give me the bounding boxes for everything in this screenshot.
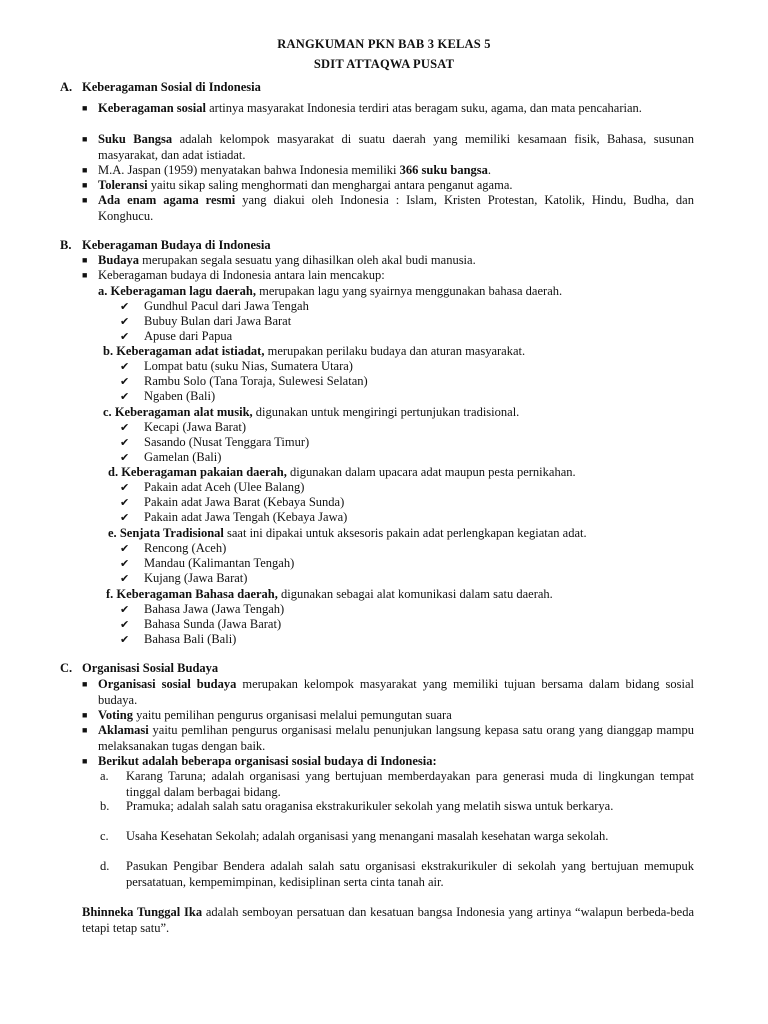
list-item: ■ Aklamasi yaitu pemlihan pengurus organisasi melalu penunjukan langsung kepasa satu orang yang dianggap mampu melaksanakan tugas dengan baik. <box>82 723 694 753</box>
section-letter: A. <box>60 80 73 94</box>
section-b-heading <box>60 238 271 253</box>
document-subtitle: SDIT ATTAQWA PUSAT <box>313 57 455 71</box>
checkmark-icon: ✔ <box>120 452 130 464</box>
list-item: ■ Toleransi yaitu sikap saling menghormati dan menghargai antara penganut agama. <box>82 178 513 192</box>
check-item: ✔ Gamelan (Bali) <box>120 450 221 467</box>
square-bullet-icon: ■ <box>82 756 88 766</box>
check-item: ✔ Rambu Solo (Tana Toraja, Sulewesi Selatan) <box>120 374 368 391</box>
check-item: ✔ Apuse dari Papua <box>120 329 232 346</box>
checkmark-icon: ✔ <box>120 376 130 388</box>
sub-heading-lagu-daerah: a. Keberagaman lagu daerah, merupakan lagu yang syairnya menggunakan bahasa daerah. <box>98 284 563 298</box>
check-item: ✔ Lompat batu (suku Nias, Sumatera Utara) <box>120 359 353 376</box>
check-item: ✔ Bahasa Bali (Bali) <box>120 632 236 649</box>
list-item: ■ Suku Bangsa adalah kelompok masyarakat di suatu daerah yang memiliki kesamaan fisik, Bahasa, susunan masyarakat, dan adat istiadat. <box>82 132 694 162</box>
square-bullet-icon: ■ <box>82 270 88 280</box>
checkmark-icon: ✔ <box>120 512 130 524</box>
list-item: ■ Keberagaman sosial artinya masyarakat Indonesia terdiri atas beragam suku, agama, dan mata pencaharian. <box>82 101 642 115</box>
check-item: ✔ Kecapi (Jawa Barat) <box>120 420 246 437</box>
list-item: ■ Budaya merupakan segala sesuatu yang dihasilkan oleh akal budi manusia. <box>82 253 476 267</box>
square-bullet-icon: ■ <box>82 195 88 205</box>
square-bullet-icon: ■ <box>82 134 88 144</box>
checkmark-icon: ✔ <box>120 361 130 373</box>
square-bullet-icon: ■ <box>82 165 88 175</box>
square-bullet-icon: ■ <box>82 710 88 720</box>
square-bullet-icon: ■ <box>82 725 88 735</box>
checkmark-icon: ✔ <box>120 331 130 343</box>
checkmark-icon: ✔ <box>120 391 130 403</box>
check-item: ✔ Pakain adat Jawa Tengah (Kebaya Jawa) <box>120 510 347 527</box>
check-item: ✔ Kujang (Jawa Barat) <box>120 571 247 588</box>
checkmark-icon: ✔ <box>120 558 130 570</box>
checkmark-icon: ✔ <box>120 422 130 434</box>
square-bullet-icon: ■ <box>82 255 88 265</box>
sub-heading-adat-istiadat: b. Keberagaman adat istiadat, merupakan perilaku budaya dan aturan masyarakat. <box>103 344 526 358</box>
org-item: b. Pramuka; adalah salah satu oraganisa ekstrakurikuler sekolah yang melatih siswa untuk berkarya. <box>100 799 614 813</box>
checkmark-icon: ✔ <box>120 543 130 555</box>
square-bullet-icon: ■ <box>82 103 88 113</box>
check-item: ✔ Gundhul Pacul dari Jawa Tengah <box>120 299 309 316</box>
section-a-heading <box>60 80 261 95</box>
section-c-heading <box>60 661 218 676</box>
check-item: ✔ Pakain adat Jawa Barat (Kebaya Sunda) <box>120 495 344 512</box>
check-item: ✔ Bahasa Sunda (Jawa Barat) <box>120 617 281 634</box>
closing-paragraph: Bhinneka Tunggal Ika adalah semboyan persatuan dan kesatuan bangsa Indonesia yang artinya “walapun berbeda-beda tetapi tetap satu”. <box>82 905 694 935</box>
list-item: ■ Voting yaitu pemilihan pengurus organisasi melalui pemungutan suara <box>82 708 452 722</box>
list-item: ■ Organisasi sosial budaya merupakan kelompok masyarakat yang memiliki tujuan bersama dalam bidang sosial budaya. <box>82 677 694 707</box>
sub-heading-alat-musik: c. Keberagaman alat musik, digunakan untuk mengiringi pertunjukan tradisional. <box>103 405 520 419</box>
check-item: ✔ Bahasa Jawa (Jawa Tengah) <box>120 602 284 619</box>
section-title: Organisasi Sosial Budaya <box>82 661 219 675</box>
checkmark-icon: ✔ <box>120 437 130 449</box>
checkmark-icon: ✔ <box>120 573 130 585</box>
checkmark-icon: ✔ <box>120 316 130 328</box>
sub-heading-senjata-tradisional: e. Senjata Tradisional saat ini dipakai untuk aksesoris pakain adat perlengkapan kegiatan adat. <box>108 526 587 540</box>
square-bullet-icon: ■ <box>82 679 88 689</box>
section-letter: C. <box>60 661 73 675</box>
check-item: ✔ Rencong (Aceh) <box>120 541 226 558</box>
list-item: ■ Berikut adalah beberapa organisasi sosial budaya di Indonesia: <box>82 754 437 768</box>
org-item: d. Pasukan Pengibar Bendera adalah salah satu organisasi ekstrakurikuler di sekolah yang bertujuan memupuk persatatuan, kempemimpinan, kedisiplinan serta cinta tanah air. <box>100 859 694 889</box>
checkmark-icon: ✔ <box>120 301 130 313</box>
org-item: a. Karang Taruna; adalah organisasi yang bertujuan memberdayakan para generasi muda di lingkungan tempat tinggal dalam berbagai bidang. <box>100 769 694 799</box>
list-item: ■ Keberagaman budaya di Indonesia antara lain mencakup: <box>82 268 385 282</box>
list-item: ■ M.A. Jaspan (1959) menyatakan bahwa Indonesia memiliki 366 suku bangsa. <box>82 163 492 177</box>
check-item: ✔ Sasando (Nusat Tenggara Timur) <box>120 435 309 452</box>
org-item: c. Usaha Kesehatan Sekolah; adalah organisasi yang menangani masalah kesehatan warga sekolah. <box>100 829 609 843</box>
sub-heading-pakaian-daerah: d. Keberagaman pakaian daerah, digunakan dalam upacara adat maupun pesta pernikahan. <box>108 465 576 479</box>
document-title: RANGKUMAN PKN BAB 3 KELAS 5 <box>277 37 491 51</box>
sub-heading-bahasa-daerah: f. Keberagaman Bahasa daerah, digunakan sebagai alat komunikasi dalam satu daerah. <box>106 587 553 601</box>
checkmark-icon: ✔ <box>120 604 130 616</box>
section-title: Keberagaman Sosial di Indonesia <box>82 80 261 94</box>
check-item: ✔ Pakain adat Aceh (Ulee Balang) <box>120 480 304 497</box>
list-item: ■ Ada enam agama resmi yang diakui oleh Indonesia : Islam, Kristen Protestan, Katolik, Hindu, Budha, dan Konghucu. <box>82 193 694 223</box>
section-letter: B. <box>60 238 72 252</box>
checkmark-icon: ✔ <box>120 482 130 494</box>
checkmark-icon: ✔ <box>120 619 130 631</box>
checkmark-icon: ✔ <box>120 497 130 509</box>
check-item: ✔ Mandau (Kalimantan Tengah) <box>120 556 294 573</box>
section-title: Keberagaman Budaya di Indonesia <box>82 238 271 252</box>
check-item: ✔ Ngaben (Bali) <box>120 389 215 406</box>
checkmark-icon: ✔ <box>120 634 130 646</box>
check-item: ✔ Bubuy Bulan dari Jawa Barat <box>120 314 291 331</box>
square-bullet-icon: ■ <box>82 180 88 190</box>
